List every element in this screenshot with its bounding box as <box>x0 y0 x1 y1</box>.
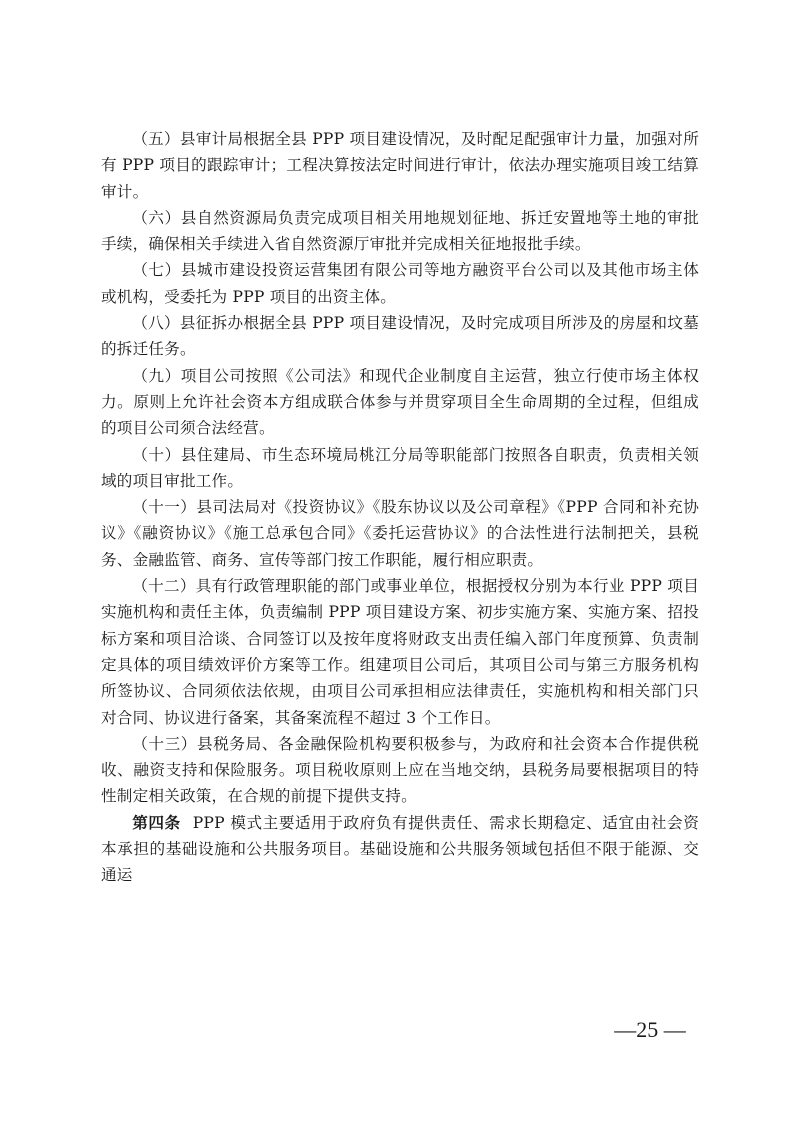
paragraph-item-12: （十二）具有行政管理职能的部门或事业单位，根据授权分别为本行业 PPP 项目实施机构和责任主体，负责编制 PPP 项目建设方案、初步实施方案、实施方案、招投标方案和项目洽谈、合同签订以及按年度将财政支出责任编入部门年度预算、负责制定具体的项目绩效评价方案等工作。组建项目公司后，其项目公司与第三方服务机构所签协议、合同须依法依规，由项目公司承担相应法律责任，实施机构和相关部门只对合同、协议进行备案，其备案流程不超过 3 个工作日。 <box>101 577 699 727</box>
article-4-heading: 第四条 <box>132 812 181 832</box>
paragraph-item-5: （五）县审计局根据全县 PPP 项目建设情况，及时配足配强审计力量，加强对所有 PPP 项目的跟踪审计；工程决算按法定时间进行审计，依法办理实施项目竣工结算审计。 <box>101 130 699 201</box>
article-4-paragraph <box>101 810 699 889</box>
paragraph-item-11: （十一）县司法局对《投资协议》《股东协议以及公司章程》《PPP 合同和补充协议》《融资协议》《施工总承包合同》《委托运营协议》的合法性进行法制把关，县税务、金融监管、商务、宣传等部门按工作职能，履行相应职责。 <box>101 498 699 569</box>
paragraph-item-7: （七）县城市建设投资运营集团有限公司等地方融资平台公司以及其他市场主体或机构，受委托为 PPP 项目的出资主体。 <box>101 261 699 306</box>
paragraph-item-6: （六）县自然资源局负责完成项目相关用地规划征地、拆迁安置地等土地的审批手续，确保相关手续进入省自然资源厅审批并完成相关征地报批手续。 <box>101 208 699 254</box>
page-number: —25 — <box>614 1017 686 1042</box>
paragraph-item-8: （八）县征拆办根据全县 PPP 项目建设情况，及时完成项目所涉及的房屋和坟墓的拆迁任务。 <box>101 314 699 359</box>
paragraph-item-9: （九）项目公司按照《公司法》和现代企业制度自主运营，独立行使市场主体权力。原则上允许社会资本方组成联合体参与并贯穿项目全生命周期的全过程，但组成的项目公司须合法经营。 <box>101 366 699 438</box>
paragraph-item-13: （十三）县税务局、各金融保险机构要积极参与，为政府和社会资本合作提供税收、融资支持和保险服务。项目税收原则上应在当地交纳，县税务局要根据项目的特性制定相关政策，在合规的前提下提供支持。 <box>101 734 699 806</box>
article-4-text: PPP 模式主要适用于政府负有提供责任、需求长期稳定、适宜由社会资本承担的基础设施和公共服务项目。基础设施和公共服务领域包括但不限于能源、交通运 <box>101 813 699 885</box>
paragraph-item-10: （十）县住建局、市生态环境局桃江分局等职能部门按照各自职责，负责相关领域的项目审批工作。 <box>101 445 699 490</box>
document-body <box>101 126 699 889</box>
